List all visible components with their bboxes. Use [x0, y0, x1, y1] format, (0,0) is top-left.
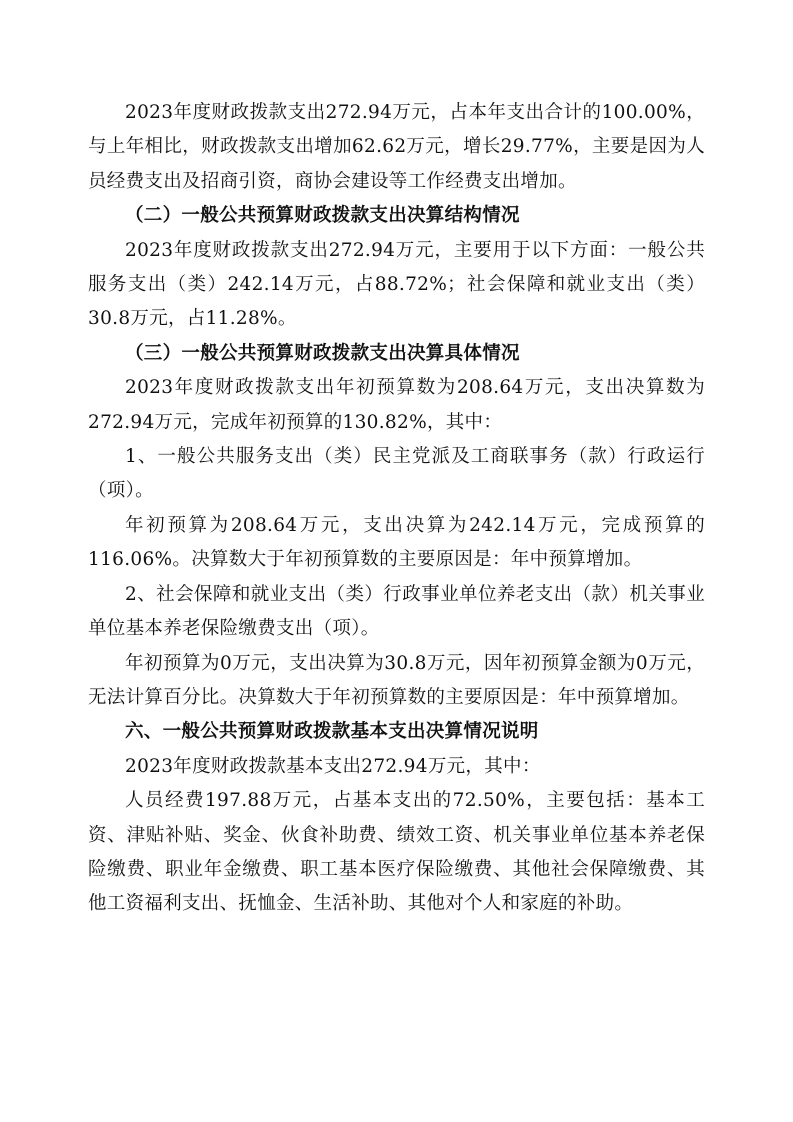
- heading-details: （三）一般公共预算财政拨款支出决算具体情况: [125, 342, 520, 364]
- document-body: [88, 96, 705, 922]
- para-item-2-body: 年初预算为0万元，支出决算为30.8万元，因年初预算金额为0万元，无法计算百分比。决算数大于年初预算数的主要原因是：年中预算增加。: [88, 652, 705, 708]
- heading-structure: （二）一般公共预算财政拨款支出决算结构情况: [125, 205, 520, 227]
- para-personnel: 人员经费197.88万元，占基本支出的72.50%，主要包括：基本工资、津贴补贴、奖金、伙食补助费、绩效工资、机关事业单位基本养老保险缴费、职业年金缴费、职工基本医疗保险缴费、其他社会保障缴费、其他工资福利支出、抚恤金、生活补助、其他对个人和家庭的补助。: [88, 790, 705, 915]
- para-structure: 2023年度财政拨款支出272.94万元，主要用于以下方面：一般公共服务支出（类）242.14万元，占88.72%；社会保障和就业支出（类）30.8万元，占11.28%。: [88, 239, 705, 330]
- para-item-1-title: 1、一般公共服务支出（类）民主党派及工商联事务（款）行政运行（项）。: [88, 446, 705, 502]
- para-details-intro: 2023年度财政拨款支出年初预算数为208.64万元，支出决算数为272.94万元，完成年初预算的130.82%，其中：: [88, 377, 705, 433]
- para-overview: 2023年度财政拨款支出272.94万元，占本年支出合计的100.00%，与上年相比，财政拨款支出增加62.62万元，增长29.77%，主要是因为人员经费支出及招商引资，商协会建设等工作经费支出增加。: [88, 102, 705, 192]
- para-basic-total: 2023年度财政拨款基本支出272.94万元，其中：: [125, 755, 541, 777]
- para-item-1-body: 年初预算为208.64万元，支出决算为242.14万元，完成预算的116.06%。决算数大于年初预算数的主要原因是：年中预算增加。: [88, 514, 705, 571]
- heading-section-6: 六、一般公共预算财政拨款基本支出决算情况说明: [125, 721, 539, 743]
- para-item-2-title: 2、社会保障和就业支出（类）行政事业单位养老支出（款）机关事业单位基本养老保险缴费支出（项）。: [88, 583, 705, 640]
